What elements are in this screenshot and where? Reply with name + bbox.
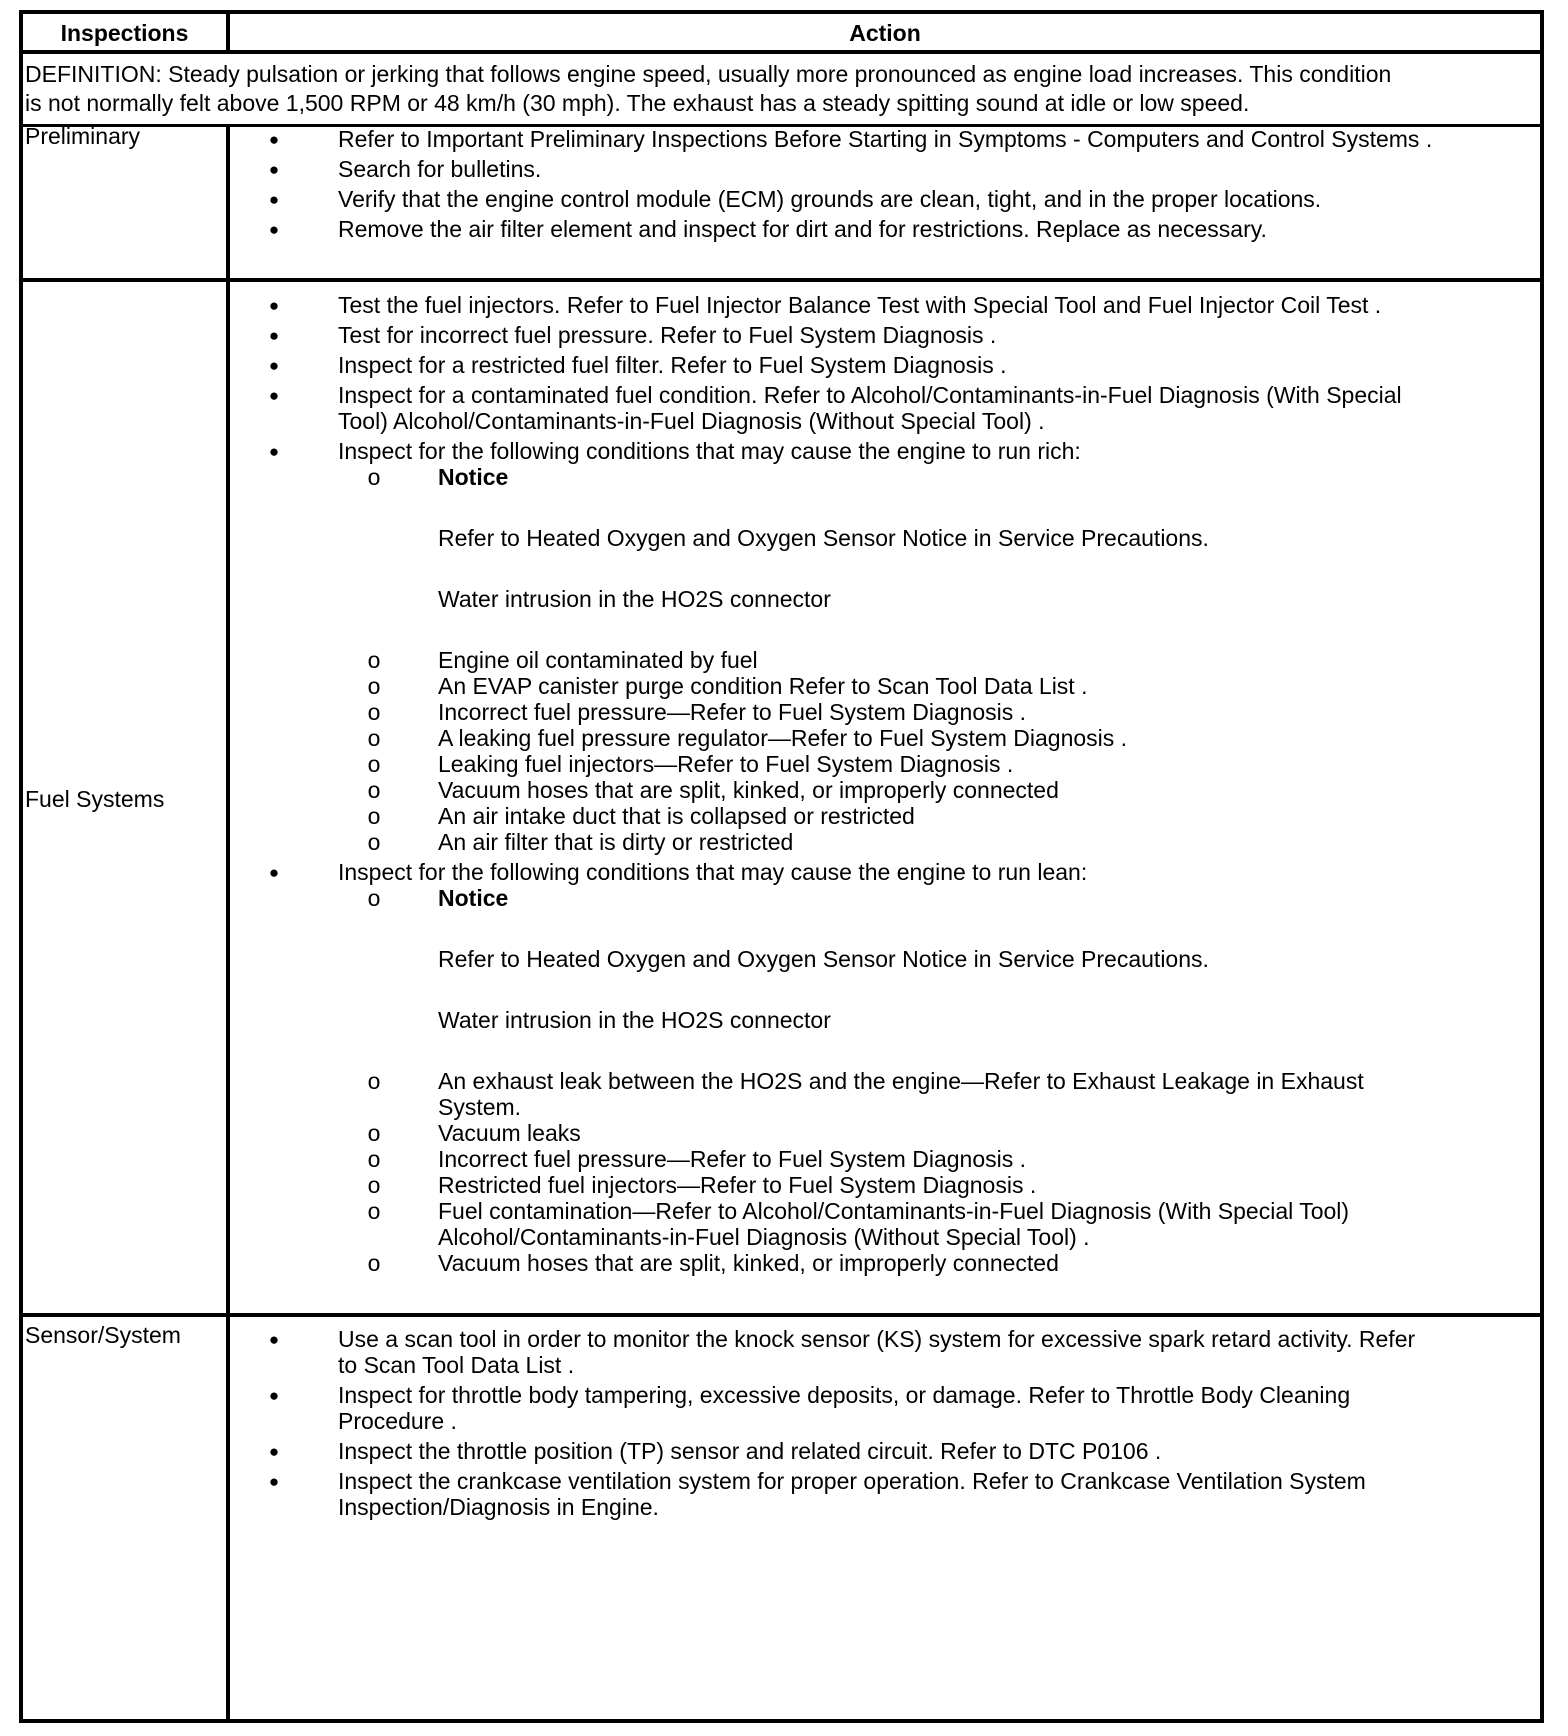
notice-text: Refer to Heated Oxygen and Oxygen Sensor Notice in Service Precautions.	[438, 946, 1209, 972]
bullet-icon: ●	[268, 130, 280, 149]
sub-bullet-icon: o	[367, 885, 381, 911]
definition-line: DEFINITION: Steady pulsation or jerking that follows engine speed, usually more pronounced as engine load increases. This condition	[25, 61, 1392, 87]
diagnostic-table	[19, 10, 1544, 1723]
sub-list-item: An EVAP canister purge condition Refer to Scan Tool Data List .	[438, 673, 1088, 699]
sub-bullet-icon: o	[367, 1120, 381, 1146]
sub-bullet-icon: o	[367, 803, 381, 829]
bullet-icon: ●	[268, 160, 280, 179]
header-divider	[23, 50, 1540, 54]
sub-list-item: A leaking fuel pressure regulator—Refer to Fuel System Diagnosis .	[438, 725, 1128, 751]
definition-line: is not normally felt above 1,500 RPM or 48 km/h (30 mph). The exhaust has a steady spitting sound at idle or low speed.	[25, 90, 1250, 116]
sub-bullet-icon: o	[367, 1146, 381, 1172]
list-item: Inspect for a contaminated fuel condition. Refer to Alcohol/Contaminants-in-Fuel Diagnosis (With Special	[338, 382, 1402, 408]
notice-item: Water intrusion in the HO2S connector	[438, 1007, 831, 1033]
sub-bullet-icon: o	[367, 829, 381, 855]
row-label-preliminary: Preliminary	[25, 123, 141, 149]
bullet-icon: ●	[268, 1330, 280, 1349]
list-item-continued: Procedure .	[338, 1408, 457, 1434]
fuel-divider	[23, 1313, 1540, 1317]
notice-item: Water intrusion in the HO2S connector	[438, 586, 831, 612]
bullet-icon: ●	[268, 326, 280, 345]
list-item-continued: Tool) Alcohol/Contaminants-in-Fuel Diagnosis (Without Special Tool) .	[338, 408, 1045, 434]
list-item: Remove the air filter element and inspect for dirt and for restrictions. Replace as necessary.	[338, 216, 1267, 242]
sub-list-item: Vacuum hoses that are split, kinked, or improperly connected	[438, 1250, 1059, 1276]
bullet-icon: ●	[268, 1472, 280, 1491]
sub-list-item: Engine oil contaminated by fuel	[438, 647, 758, 673]
notice-text: Refer to Heated Oxygen and Oxygen Sensor Notice in Service Precautions.	[438, 525, 1209, 551]
list-item-continued: to Scan Tool Data List .	[338, 1352, 575, 1378]
sub-list-item: Fuel contamination—Refer to Alcohol/Contaminants-in-Fuel Diagnosis (With Special Tool)	[438, 1198, 1350, 1224]
sub-bullet-icon: o	[367, 673, 381, 699]
sub-bullet-icon: o	[367, 1198, 381, 1224]
sub-list-item: Incorrect fuel pressure—Refer to Fuel System Diagnosis .	[438, 699, 1027, 725]
sub-list-item: Leaking fuel injectors—Refer to Fuel System Diagnosis .	[438, 751, 1014, 777]
sub-bullet-icon: o	[367, 777, 381, 803]
list-item: Inspect for throttle body tampering, excessive deposits, or damage. Refer to Throttle Body Cleaning	[338, 1382, 1351, 1408]
sub-list-item-continued: System.	[438, 1094, 522, 1120]
list-item: Test the fuel injectors. Refer to Fuel Injector Balance Test with Special Tool and Fuel Injector Coil Test .	[338, 292, 1382, 318]
sub-bullet-icon: o	[367, 1172, 381, 1198]
header-inspections: Inspections	[60, 20, 189, 46]
sub-bullet-icon: o	[367, 464, 381, 490]
list-item: Inspect for the following conditions that may cause the engine to run lean:	[338, 859, 1088, 885]
list-item: Inspect for a restricted fuel filter. Refer to Fuel System Diagnosis .	[338, 352, 1007, 378]
sub-list-item: An exhaust leak between the HO2S and the engine—Refer to Exhaust Leakage in Exhaust	[438, 1068, 1364, 1094]
list-item: Inspect the crankcase ventilation system for proper operation. Refer to Crankcase Ventilation System	[338, 1468, 1366, 1494]
header-action: Action	[849, 20, 921, 46]
definition-text	[25, 60, 1535, 118]
sub-bullet-icon: o	[367, 647, 381, 673]
list-item: Use a scan tool in order to monitor the knock sensor (KS) system for excessive spark retard activity. Refer	[338, 1326, 1416, 1352]
notice-title: Notice	[438, 464, 509, 490]
row-label-fuel-systems: Fuel Systems	[25, 786, 165, 812]
bullet-icon: ●	[268, 1442, 280, 1461]
list-item-continued: Inspection/Diagnosis in Engine.	[338, 1494, 659, 1520]
sub-bullet-icon: o	[367, 725, 381, 751]
row-label-sensor-system: Sensor/System	[25, 1322, 181, 1348]
bullet-icon: ●	[268, 356, 280, 375]
bullet-icon: ●	[268, 296, 280, 315]
list-item: Refer to Important Preliminary Inspections Before Starting in Symptoms - Computers and Control Systems .	[338, 126, 1433, 152]
sub-list-item: Vacuum leaks	[438, 1120, 581, 1146]
sub-bullet-icon: o	[367, 699, 381, 725]
notice-title: Notice	[438, 885, 509, 911]
sub-bullet-icon: o	[367, 751, 381, 777]
bullet-icon: ●	[268, 190, 280, 209]
sub-list-item: Vacuum hoses that are split, kinked, or improperly connected	[438, 777, 1059, 803]
bullet-icon: ●	[268, 1386, 280, 1405]
list-item: Inspect for the following conditions that may cause the engine to run rich:	[338, 438, 1081, 464]
sub-list-item-continued: Alcohol/Contaminants-in-Fuel Diagnosis (Without Special Tool) .	[438, 1224, 1090, 1250]
sub-list-item: An air intake duct that is collapsed or restricted	[438, 803, 915, 829]
list-item: Inspect the throttle position (TP) sensor and related circuit. Refer to DTC P0106 .	[338, 1438, 1162, 1464]
list-item: Verify that the engine control module (ECM) grounds are clean, tight, and in the proper locations.	[338, 186, 1322, 212]
list-item: Search for bulletins.	[338, 156, 542, 182]
column-divider	[226, 124, 230, 1723]
sub-bullet-icon: o	[367, 1068, 381, 1094]
sub-list-item: An air filter that is dirty or restricted	[438, 829, 794, 855]
bullet-icon: ●	[268, 442, 280, 461]
bullet-icon: ●	[268, 863, 280, 882]
preliminary-divider	[23, 278, 1540, 282]
bullet-icon: ●	[268, 386, 280, 405]
sub-bullet-icon: o	[367, 1250, 381, 1276]
sub-list-item: Restricted fuel injectors—Refer to Fuel System Diagnosis .	[438, 1172, 1037, 1198]
sub-list-item: Incorrect fuel pressure—Refer to Fuel System Diagnosis .	[438, 1146, 1027, 1172]
list-item: Test for incorrect fuel pressure. Refer to Fuel System Diagnosis .	[338, 322, 997, 348]
bullet-icon: ●	[268, 220, 280, 239]
